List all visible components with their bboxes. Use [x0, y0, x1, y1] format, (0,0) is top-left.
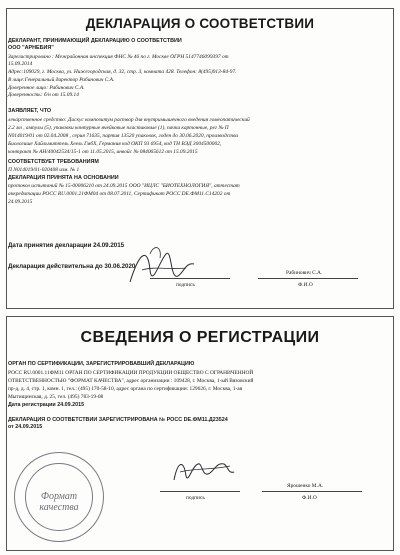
certification-body-line-1: РОСС RU.0001.11ФМ11 ОРГАН ПО СЕРТИФИКАЦИИ ПРОДУКЦИИ ОБЩЕСТВО С ОГРАНИЧЕННОЙ [8, 370, 254, 376]
declarant-name: Рабинович С.А. [286, 270, 323, 276]
declaration-title: ДЕКЛАРАЦИЯ О СООТВЕТСТВИИ [85, 16, 315, 31]
registrar-name-line [262, 491, 362, 492]
registration-date: Дата регистрации 24.09.2015 [8, 402, 85, 408]
stamp-text: Формат качества [39, 491, 79, 513]
validity-date: Декларация действительна до 30.06.2020 [8, 263, 136, 270]
certification-body-line-2: ОТВЕТСТВЕННОСТЬЮ "ФОРМАТ КАЧЕСТВА", адрес организации : 109428, г. Москва, 1-ый Вязовский [8, 378, 254, 384]
claims-header: ЗАЯВЛЯЕТ, ЧТО [8, 108, 52, 114]
product-line-2: 2.2 мл , ампулы (5), упаковки контурные ячейковые пластиковые (1), пачки картонные, рег № П [8, 125, 229, 131]
requirements-value: П N014019/01-020408 изм. № 1 [8, 167, 80, 173]
registrar-signature [168, 454, 238, 488]
declarant-signature [120, 240, 200, 300]
registrar-name-caption: Ф.И.О [302, 495, 317, 501]
company-name: ООО "АРНЕБИЯ" [8, 45, 54, 51]
product-line-1: лекарственное средство: Дискус композитум раствор для внутримышечного введения гомеопатический [8, 117, 250, 123]
certification-stamp [14, 452, 104, 542]
declarant-signature-caption: подпись [176, 282, 195, 288]
certification-body-line-4: Мытищинская, д. 25, тел. (495) 783-19-08 [8, 394, 104, 400]
product-line-5: контракт № АН/40042534/15-1 от 11.05.2015, инвойс № 084065612 от 15.09.2015 [8, 149, 198, 155]
power-of-attorney-line-2: Доверенность: б/н от 15.09.14 [8, 92, 79, 98]
basis-header: ДЕКЛАРАЦИЯ ПРИНЯТА НА ОСНОВАНИИ [8, 175, 119, 181]
declarant-name-caption: Ф.И.О [298, 282, 313, 288]
acceptance-date: Дата принятия декларации 24.09.2015 [8, 242, 125, 249]
address-line: Адрес:109029, г. Москва, ул. Нижегородская, д. 32, стр. 3, комната 428. Телефон: 8(495)913-84-97. [8, 69, 237, 75]
registration-line-1: Зарегистрировано : Межрайонная инспекция ФНС № 46 по г. Москве ОГРН 5147746099397 от [8, 54, 229, 60]
product-line-4: Биологише Хайльмиттель Хеель ГмбХ, Германия код ОКП 93 6954, код ТН ВЭД 3004500002, [8, 141, 222, 147]
registrar-signature-line [160, 491, 240, 492]
registrar-name: Ярошенко М.А. [287, 483, 324, 489]
registration-number-date: от 24.09.2015 [8, 424, 43, 430]
applicant-header: ДЕКЛАРАНТ, ПРИНИМАЮЩИЙ ДЕКЛАРАЦИЮ О СООТВЕТСТВИИ [8, 38, 182, 44]
registration-line-2: 15.09.2014 [8, 61, 33, 67]
requirements-header: СООТВЕТСТВУЕТ ТРЕБОВАНИЯМ [8, 159, 99, 165]
director-line: В лице:Генеральный директор Рабинович С.А. [8, 77, 115, 83]
certification-body-header: ОРГАН ПО СЕРТИФИКАЦИИ, ЗАРЕГИСТРИРОВАВШИЙ ДЕКЛАРАЦИЮ [8, 361, 195, 367]
declarant-name-line [258, 278, 358, 279]
basis-line-3: 24.09.2015 [8, 199, 33, 205]
declarant-signature-line [150, 278, 230, 279]
product-line-3: N014019/01 от 02.04.2008 , серия 71635, партия 13520 упаковок, годен до 30.06.2020, производства [8, 133, 239, 139]
registrar-signature-caption: подпись [186, 495, 205, 501]
registration-number: ДЕКЛАРАЦИЯ О СООТВЕТСТВИИ ЗАРЕГИСТРИРОВАНА № РОСС DE.ФМ11.Д23524 [8, 417, 228, 423]
power-of-attorney-line-1: Доверенное лицо: Рабинович С.А. [8, 85, 85, 91]
basis-line-1: протокол испытаний № 15-00006210 от 24.09.2015 ООО "ИЦЛС "БИОТЕХНОЛОГИЯ", аттестат [8, 183, 240, 189]
registration-title: СВЕДЕНИЯ О РЕГИСТРАЦИИ [80, 329, 320, 346]
certification-body-line-3: пр-д, д. 4, стр. 1, комн. 1, тел.: (495) 170-58-10, адрес органа по сертификации: 129626, г. Москва, 1-ая [8, 386, 243, 392]
basis-line-2: аккредитации РОСС RU.0001.21ФМ04 от 08.07.2011, Сертификат РОСС DE.ФМ11.С14202 от [8, 191, 231, 197]
